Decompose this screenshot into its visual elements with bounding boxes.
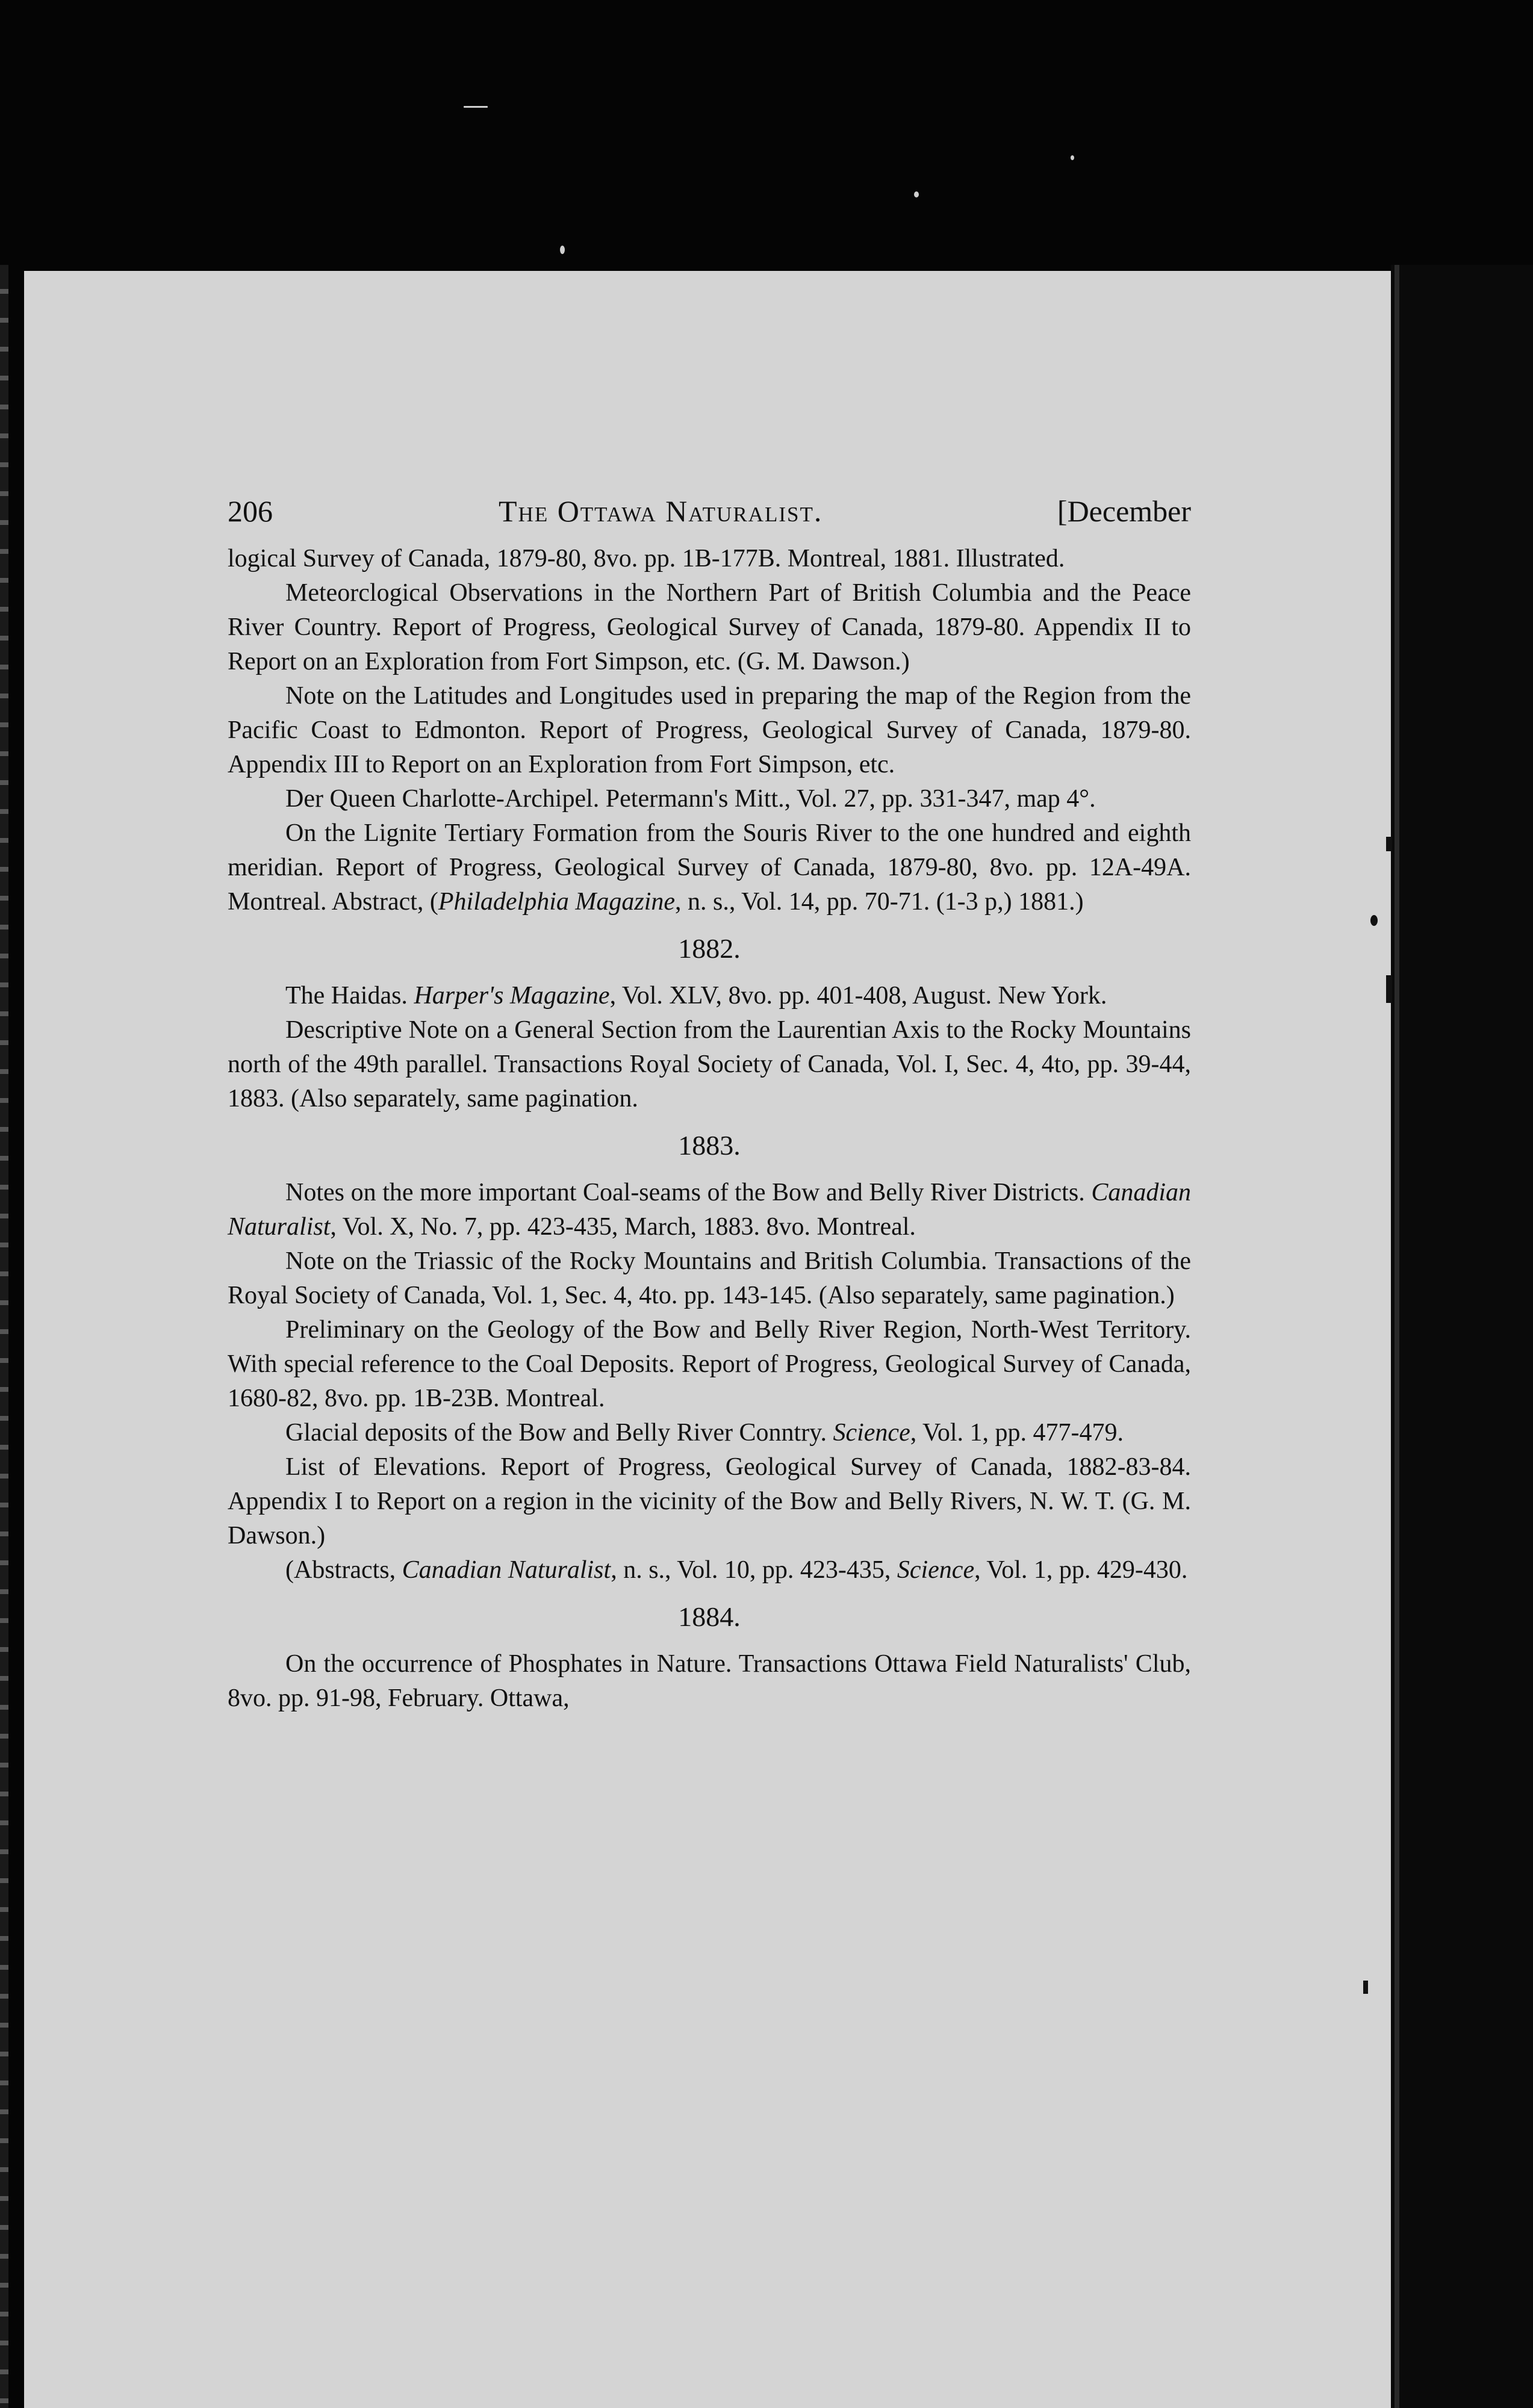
bibliography-entry: Der Queen Charlotte-Archipel. Petermann's Mitt., Vol. 27, pp. 331-347, map 4°.: [285, 785, 1096, 813]
bibliography-entry: Note on the Triassic of the Rocky Mountains and British Columbia. Transactions of the Royal Society of Canada, Vol. 1, Sec. 4, 4to. pp. 143-145. (Also separately, same pagination.): [228, 1247, 1191, 1309]
publication-title: Science: [833, 1419, 910, 1447]
bibliography-entry: Note on the Latitudes and Longitudes used in preparing the map of the Region from the Pacific Coast to Edmonton. Report of Progress, Geological Survey of Canada, 1879-80. Appendix III to Report on an Exploration from Fort Simpson, etc.: [228, 682, 1191, 778]
dust-speck: [1071, 155, 1074, 160]
publication-title: Science: [897, 1556, 975, 1584]
document-page: [228, 494, 1191, 1716]
year-heading: 1883.: [678, 1130, 741, 1161]
entry-text: Glacial deposits of the Bow and Belly River Conntry.: [285, 1419, 833, 1447]
entry-text: , n. s., Vol. 10, pp. 423-435,: [611, 1556, 897, 1584]
entry-text: , Vol. XLV, 8vo. pp. 401-408, August. New York.: [609, 982, 1107, 1010]
running-head: [228, 494, 1191, 542]
page-number: 206: [228, 494, 273, 528]
bibliography-body: [228, 542, 1191, 1716]
bibliography-entry: [228, 1553, 1191, 1587]
entry-text: , Vol. 1, pp. 477-479.: [910, 1419, 1124, 1447]
bibliography-entry: Meteorclogical Observations in the Northern Part of British Columbia and the Peace River Country. Report of Progress, Geological Survey of Canada, 1879-80. Appendix II to Report on an Exploration from Fort Simpson, etc. (G. M. Dawson.): [228, 579, 1191, 675]
bibliography-entry: Preliminary on the Geology of the Bow and Belly River Region, North-West Territory. With special reference to the Coal Deposits. Report of Progress, Geological Survey of Canada, 1680-82, 8vo. pp. 1B-23B. Montreal.: [228, 1316, 1191, 1412]
entry-text: On the Lignite Tertiary Formation from the Souris River to the one hundred and eighth meridian. Report of Progress, Geological Survey of Canada, 1879-80, 8vo. pp. 12A-49A. Montreal. Abstract, (: [228, 819, 1191, 916]
edge-mark: [1386, 837, 1392, 851]
dust-speck: [914, 191, 919, 197]
facing-page-sliver: [1391, 265, 1533, 2408]
left-binding-edge: [0, 265, 8, 2408]
publication-title: Philadelphia Magazine: [438, 888, 676, 916]
dust-speck: [560, 246, 565, 254]
issue-month: [December: [1057, 494, 1191, 528]
entry-text: , Vol. X, No. 7, pp. 423-435, March, 1883. 8vo. Montreal.: [330, 1213, 916, 1241]
edge-mark: [1370, 915, 1378, 926]
entry-text: (Abstracts,: [285, 1556, 402, 1584]
bibliography-entry: [228, 1176, 1191, 1244]
entry-text: The Haidas.: [285, 982, 414, 1010]
year-heading: 1882.: [678, 933, 741, 964]
edge-mark: [1363, 1981, 1368, 1994]
edge-mark: [1386, 975, 1392, 1003]
entry-text: , Vol. 1, pp. 429-430.: [974, 1556, 1188, 1584]
dust-speck: [464, 106, 488, 108]
entry-text: Notes on the more important Coal-seams of the Bow and Belly River Districts.: [285, 1179, 1092, 1206]
bibliography-entry: [228, 1416, 1191, 1450]
entry-text: , n. s., Vol. 14, pp. 70-71. (1-3 p,) 1881.): [675, 888, 1084, 916]
publication-title: Canadian Naturalist: [402, 1556, 611, 1584]
bibliography-entry: [228, 979, 1191, 1013]
bibliography-entry: logical Survey of Canada, 1879-80, 8vo. pp. 1B-177B. Montreal, 1881. Illustrated.: [228, 545, 1065, 573]
facing-page-edge: [1395, 265, 1399, 2408]
journal-title: The Ottawa Naturalist.: [499, 494, 823, 528]
year-heading: 1884.: [678, 1601, 741, 1632]
publication-title: Canadian Naturalist: [228, 1179, 1191, 1241]
bibliography-entry: Descriptive Note on a General Section from the Laurentian Axis to the Rocky Mountains north of the 49th parallel. Transactions Royal Society of Canada, Vol. I, Sec. 4, 4to, pp. 39-44, 1883. (Also separately, same pagination.: [228, 1016, 1191, 1112]
bibliography-entry: List of Elevations. Report of Progress, Geological Survey of Canada, 1882-83-84. Appendix I to Report on a region in the vicinity of the Bow and Belly Rivers, N. W. T. (G. M. Dawson.): [228, 1453, 1191, 1550]
publication-title: Harper's Magazine: [414, 982, 610, 1010]
bibliography-entry: [228, 816, 1191, 919]
bibliography-entry: On the occurrence of Phosphates in Nature. Transactions Ottawa Field Naturalists' Club, 8vo. pp. 91-98, February. Ottawa,: [228, 1650, 1191, 1712]
